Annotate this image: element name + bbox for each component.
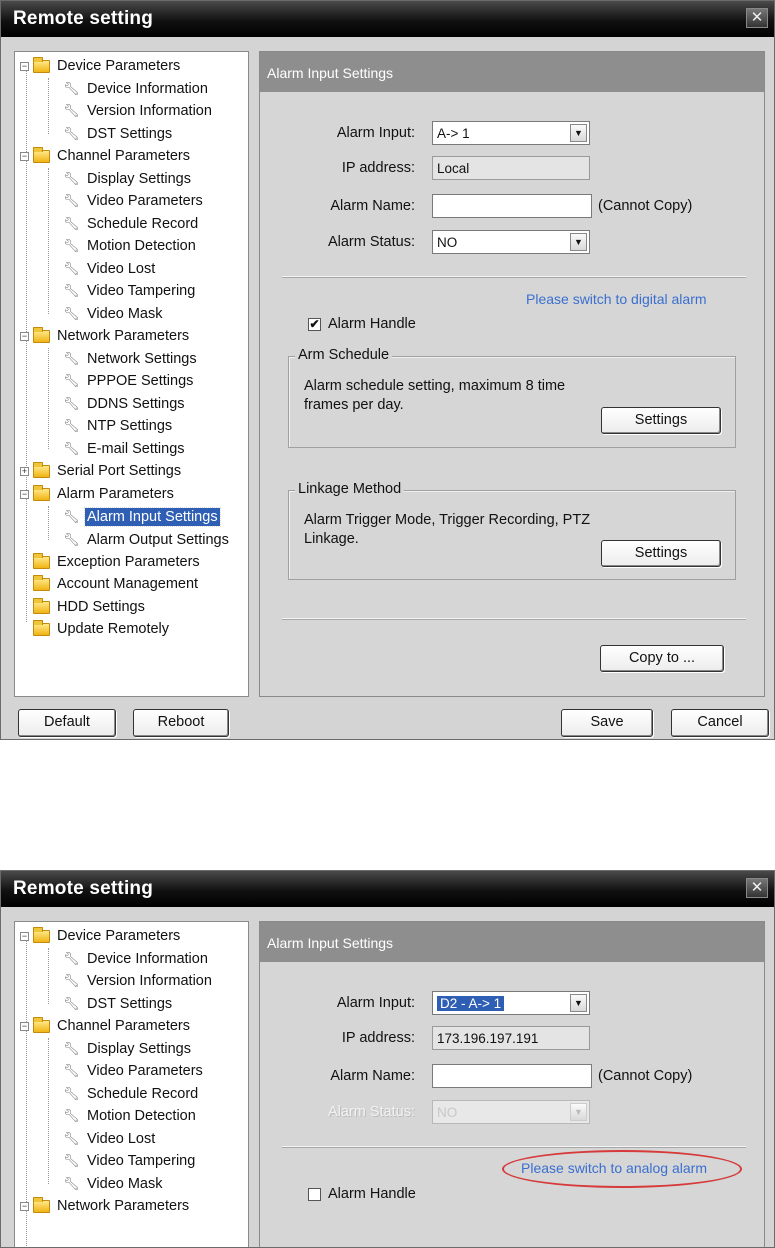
alarm-input-label: Alarm Input: (336, 125, 415, 141)
wrench-icon: 🔧︎ (63, 1041, 80, 1056)
tree-item-motion-detection[interactable]: 🔧︎ Motion Detection (63, 1108, 196, 1124)
tree-item-video-tampering[interactable]: 🔧︎ Video Tampering (63, 283, 196, 299)
linkage-method-title: Linkage Method (295, 481, 404, 497)
tree-node-serial-port-settings[interactable]: + Serial Port Settings (21, 463, 182, 479)
collapse-icon[interactable]: − (21, 488, 28, 499)
window-title: Remote setting (13, 8, 154, 29)
alarm-handle-label: Alarm Handle (328, 316, 416, 332)
arm-schedule-title: Arm Schedule (295, 347, 392, 363)
chevron-down-icon[interactable]: ▼ (570, 124, 587, 142)
divider (282, 276, 746, 278)
divider (282, 1146, 746, 1148)
collapse-icon[interactable]: − (21, 930, 28, 941)
tree-item-alarm-output-settings[interactable]: 🔧︎ Alarm Output Settings (63, 532, 229, 548)
arm-schedule-description: Alarm schedule setting, maximum 8 time frames per day. (304, 378, 566, 413)
panel-header: Alarm Input Settings (260, 52, 764, 92)
arm-schedule-group (288, 347, 736, 448)
wrench-icon: 🔧︎ (63, 306, 80, 321)
tree-node-alarm-parameters[interactable]: − Alarm Parameters (21, 486, 174, 502)
folder-icon (33, 1200, 50, 1213)
chevron-down-icon: ▼ (570, 1103, 587, 1121)
wrench-icon: 🔧︎ (63, 1063, 80, 1078)
settings-tree (14, 921, 249, 1248)
title-bar[interactable] (1, 1, 774, 37)
folder-icon (33, 601, 50, 614)
chevron-down-icon[interactable]: ▼ (570, 994, 587, 1012)
tree-node-device-parameters[interactable]: − Device Parameters (21, 928, 181, 944)
tree-node-channel-parameters[interactable]: − Channel Parameters (21, 1018, 190, 1034)
alarm-input-select[interactable] (432, 121, 590, 145)
alarm-status-value: NO (437, 1105, 458, 1120)
folder-icon (33, 556, 50, 569)
arm-schedule-settings-button[interactable]: Settings (601, 407, 721, 434)
wrench-icon: 🔧︎ (63, 373, 80, 388)
settings-tree (14, 51, 249, 697)
alarm-status-label: Alarm Status: (327, 1104, 415, 1120)
wrench-icon: 🔧︎ (63, 283, 80, 298)
tree-item-network-settings[interactable]: 🔧︎ Network Settings (63, 351, 197, 367)
divider (282, 618, 746, 620)
copy-to-button[interactable]: Copy to ... (600, 645, 724, 672)
tree-item-dst-settings[interactable]: 🔧︎ DST Settings (63, 996, 173, 1012)
ip-address-label: IP address: (341, 160, 415, 176)
tree-item-video-parameters[interactable]: 🔧︎ Video Parameters (63, 1063, 203, 1079)
wrench-icon: 🔧︎ (63, 996, 80, 1011)
tree-node-device-parameters[interactable]: − Device Parameters (21, 58, 181, 74)
wrench-icon: 🔧︎ (63, 1153, 80, 1168)
tree-item-video-lost[interactable]: 🔧︎ Video Lost (63, 1131, 156, 1147)
wrench-icon: 🔧︎ (63, 216, 80, 231)
collapse-icon[interactable]: − (21, 1020, 28, 1031)
tree-guide-line (48, 168, 49, 314)
close-icon[interactable]: ✕ (746, 878, 768, 898)
wrench-icon: 🔧︎ (63, 238, 80, 253)
folder-icon (33, 623, 50, 636)
tree-node-account-management[interactable]: Account Management (33, 573, 200, 595)
wrench-icon: 🔧︎ (63, 81, 80, 96)
alarm-status-label: Alarm Status: (327, 234, 415, 250)
folder-icon (33, 1020, 50, 1033)
tree-item-video-mask[interactable]: 🔧︎ Video Mask (63, 1176, 163, 1192)
cannot-copy-note: (Cannot Copy) (598, 1068, 693, 1084)
tree-item-motion-detection[interactable]: 🔧︎ Motion Detection (63, 238, 196, 254)
wrench-icon: 🔧︎ (63, 1086, 80, 1101)
alarm-input-value: D2 - A-> 1 (437, 996, 504, 1011)
alarm-name-label: Alarm Name: (330, 198, 415, 214)
tree-item-display-settings[interactable]: 🔧︎ Display Settings (63, 1041, 191, 1057)
window-title: Remote setting (13, 878, 154, 899)
alarm-status-value: NO (437, 235, 458, 250)
folder-icon (33, 150, 50, 163)
collapse-icon[interactable]: − (21, 330, 28, 341)
tree-guide-line (48, 348, 49, 449)
tree-guide-line (48, 948, 49, 1004)
tree-item-video-parameters[interactable]: 🔧︎ Video Parameters (63, 193, 203, 209)
linkage-settings-button[interactable]: Settings (601, 540, 721, 567)
alarm-input-settings-panel (259, 921, 765, 1248)
wrench-icon: 🔧︎ (63, 193, 80, 208)
tree-item-email-settings[interactable]: 🔧︎ E-mail Settings (63, 441, 185, 457)
tree-node-update-remotely[interactable]: Update Remotely (33, 618, 171, 640)
alarm-input-settings-panel (259, 51, 765, 697)
wrench-icon: 🔧︎ (63, 126, 80, 141)
tree-node-channel-parameters[interactable]: − Channel Parameters (21, 148, 190, 164)
switch-alarm-link[interactable]: Please switch to analog alarm (521, 1160, 707, 1176)
folder-icon (33, 465, 50, 478)
alarm-handle-label: Alarm Handle (328, 1186, 416, 1202)
tree-item-video-mask[interactable]: 🔧︎ Video Mask (63, 306, 163, 322)
tree-node-hdd-settings[interactable]: HDD Settings (33, 596, 147, 618)
wrench-icon: 🔧︎ (63, 351, 80, 366)
tree-item-video-lost[interactable]: 🔧︎ Video Lost (63, 261, 156, 277)
tree-node-network-parameters[interactable]: − Network Parameters (21, 328, 190, 344)
reboot-button[interactable]: Reboot (133, 709, 229, 737)
remote-setting-window-digital (0, 870, 775, 1248)
wrench-icon: 🔧︎ (63, 951, 80, 966)
title-bar[interactable] (1, 871, 774, 907)
save-button[interactable]: Save (561, 709, 653, 737)
folder-icon (33, 60, 50, 73)
tree-item-dst-settings[interactable]: 🔧︎ DST Settings (63, 126, 173, 142)
tree-item-device-information[interactable]: 🔧︎ Device Information (63, 81, 208, 97)
expand-icon[interactable]: + (21, 465, 28, 476)
tree-item-schedule-record[interactable]: 🔧︎ Schedule Record (63, 1086, 199, 1102)
close-icon[interactable]: ✕ (746, 8, 768, 28)
wrench-icon: 🔧︎ (63, 1176, 80, 1191)
folder-icon (33, 330, 50, 343)
tree-item-ntp-settings[interactable]: 🔧︎ NTP Settings (63, 418, 173, 434)
default-button[interactable]: Default (18, 709, 116, 737)
checkbox-checked-icon[interactable]: ✔ (309, 316, 320, 331)
wrench-icon: 🔧︎ (63, 1108, 80, 1123)
alarm-status-select[interactable] (432, 230, 590, 254)
tree-item-version-information[interactable]: 🔧︎ Version Information (63, 973, 212, 989)
tree-guide-line (48, 1038, 49, 1184)
tree-item-ddns-settings[interactable]: 🔧︎ DDNS Settings (63, 396, 185, 412)
ip-address-field: 173.196.197.191 (432, 1026, 590, 1050)
folder-icon (33, 488, 50, 501)
alarm-name-input[interactable] (432, 1064, 592, 1088)
alarm-input-select[interactable] (432, 991, 590, 1015)
wrench-icon: 🔧︎ (63, 532, 80, 547)
alarm-status-select (432, 1100, 590, 1124)
tree-item-pppoe-settings[interactable]: 🔧︎ PPPOE Settings (63, 373, 194, 389)
folder-icon (33, 578, 50, 591)
alarm-handle-checkbox[interactable] (308, 1186, 416, 1202)
panel-header: Alarm Input Settings (260, 922, 764, 962)
tree-item-version-information[interactable]: 🔧︎ Version Information (63, 103, 212, 119)
switch-alarm-link[interactable]: Please switch to digital alarm (526, 291, 707, 307)
folder-icon (33, 930, 50, 943)
chevron-down-icon[interactable]: ▼ (570, 233, 587, 251)
collapse-icon[interactable]: − (21, 60, 28, 71)
wrench-icon: 🔧︎ (63, 973, 80, 988)
collapse-icon[interactable]: − (21, 1200, 28, 1211)
wrench-icon: 🔧︎ (63, 509, 80, 524)
cancel-button[interactable]: Cancel (671, 709, 769, 737)
linkage-method-group (288, 481, 736, 580)
alarm-input-label: Alarm Input: (336, 995, 415, 1011)
alarm-name-input[interactable] (432, 194, 592, 218)
wrench-icon: 🔧︎ (63, 261, 80, 276)
ip-address-label: IP address: (341, 1030, 415, 1046)
wrench-icon: 🔧︎ (63, 396, 80, 411)
checkbox-unchecked-icon[interactable] (308, 1188, 321, 1201)
tree-guide-line (48, 506, 49, 540)
wrench-icon: 🔧︎ (63, 441, 80, 456)
tree-item-device-information[interactable]: 🔧︎ Device Information (63, 951, 208, 967)
ip-address-field: Local (432, 156, 590, 180)
tree-node-exception-parameters[interactable]: Exception Parameters (33, 551, 202, 573)
wrench-icon: 🔧︎ (63, 171, 80, 186)
tree-item-alarm-input-settings[interactable]: 🔧︎ Alarm Input Settings (63, 509, 218, 525)
wrench-icon: 🔧︎ (63, 418, 80, 433)
cannot-copy-note: (Cannot Copy) (598, 198, 693, 214)
wrench-icon: 🔧︎ (63, 1131, 80, 1146)
collapse-icon[interactable]: − (21, 150, 28, 161)
alarm-handle-checkbox[interactable] (308, 316, 416, 332)
alarm-name-label: Alarm Name: (330, 1068, 415, 1084)
tree-node-network-parameters[interactable]: − Network Parameters (21, 1198, 190, 1214)
tree-guide-line (48, 78, 49, 134)
tree-item-schedule-record[interactable]: 🔧︎ Schedule Record (63, 216, 199, 232)
wrench-icon: 🔧︎ (63, 103, 80, 118)
tree-item-display-settings[interactable]: 🔧︎ Display Settings (63, 171, 191, 187)
linkage-method-description: Alarm Trigger Mode, Trigger Recording, PTZ Linkage. (304, 512, 591, 547)
tree-item-video-tampering[interactable]: 🔧︎ Video Tampering (63, 1153, 196, 1169)
alarm-input-value: A-> 1 (437, 126, 470, 141)
